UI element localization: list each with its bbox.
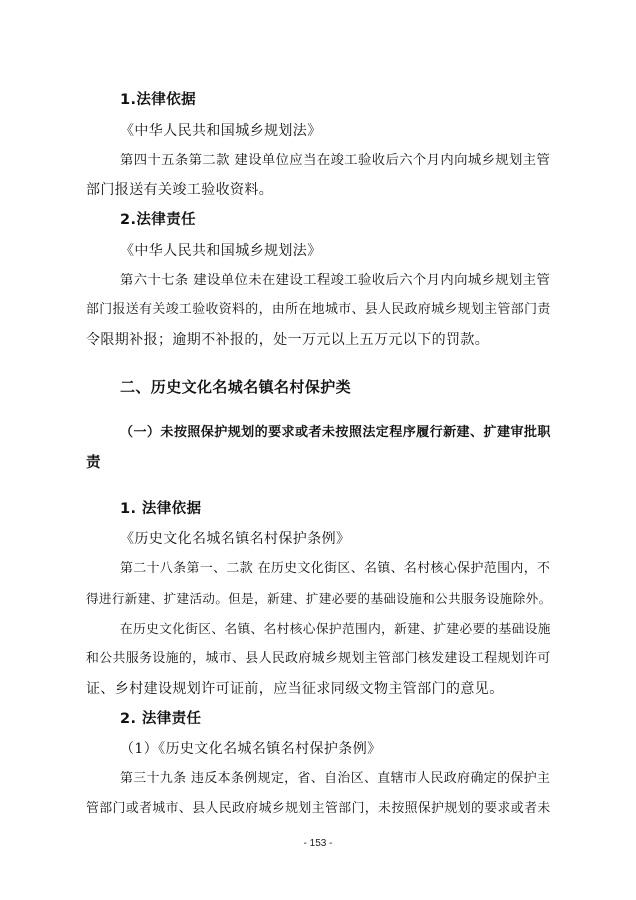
section-title: 二、历史文化名城名镇名村保护类 <box>120 378 352 396</box>
law-title: 《历史文化名城名镇名村保护条例》 <box>120 531 351 547</box>
paragraph-line: 第三十九条 违反本条例规定，省、自治区、直辖市人民政府确定的保护主 <box>120 771 551 786</box>
paragraph-line: 管部门或者城市、县人民政府城乡规划主管部门，未按照保护规划的要求或者未 <box>86 801 551 816</box>
paragraph-line: 部门报送有关竣工验收资料。 <box>86 182 274 198</box>
heading-legal-liability: 2.法律责任 <box>120 212 196 228</box>
law-title: 《中华人民共和国城乡规划法》 <box>120 123 322 139</box>
heading-legal-liability: 2. 法律责任 <box>120 711 202 727</box>
paragraph-line: 第六十七条 建设单位未在建设工程竣工验收后六个月内向城乡规划主管 <box>120 273 551 288</box>
law-title: （1）《历史文化名城名镇名村保护条例》 <box>120 741 382 757</box>
subsection-title: （一）未按照保护规划的要求或者未按照法定程序履行新建、扩建审批职 <box>120 425 551 440</box>
paragraph-line: 和公共服务设施的，城市、县人民政府城乡规划主管部门核发建设工程规划许可 <box>86 651 551 666</box>
page-number: - 153 - <box>303 838 333 849</box>
subsection-title-continued: 责 <box>86 454 101 471</box>
law-title: 《中华人民共和国城乡规划法》 <box>120 243 322 259</box>
paragraph-line: 在历史文化街区、名镇、名村核心保护范围内，新建、扩建必要的基础设施 <box>120 621 551 636</box>
paragraph-line: 第四十五条第二款 建设单位应当在竣工验收后六个月内向城乡规划主管 <box>120 153 551 168</box>
paragraph-line: 令限期补报；逾期不补报的，处一万元以上五万元以下的罚款。 <box>86 332 490 348</box>
paragraph-line: 证、乡村建设规划许可证前，应当征求同级文物主管部门的意见。 <box>86 681 504 697</box>
heading-legal-basis: 1. 法律依据 <box>120 501 202 517</box>
paragraph-line: 部门报送有关竣工验收资料的，由所在地城市、县人民政府城乡规划主管部门责 <box>86 302 551 317</box>
paragraph-line: 第二十八条第一、二款 在历史文化街区、名镇、名村核心保护范围内，不 <box>120 561 551 576</box>
heading-legal-basis: 1.法律依据 <box>120 92 196 108</box>
paragraph-line: 得进行新建、扩建活动。但是，新建、扩建必要的基础设施和公共服务设施除外。 <box>86 591 552 606</box>
